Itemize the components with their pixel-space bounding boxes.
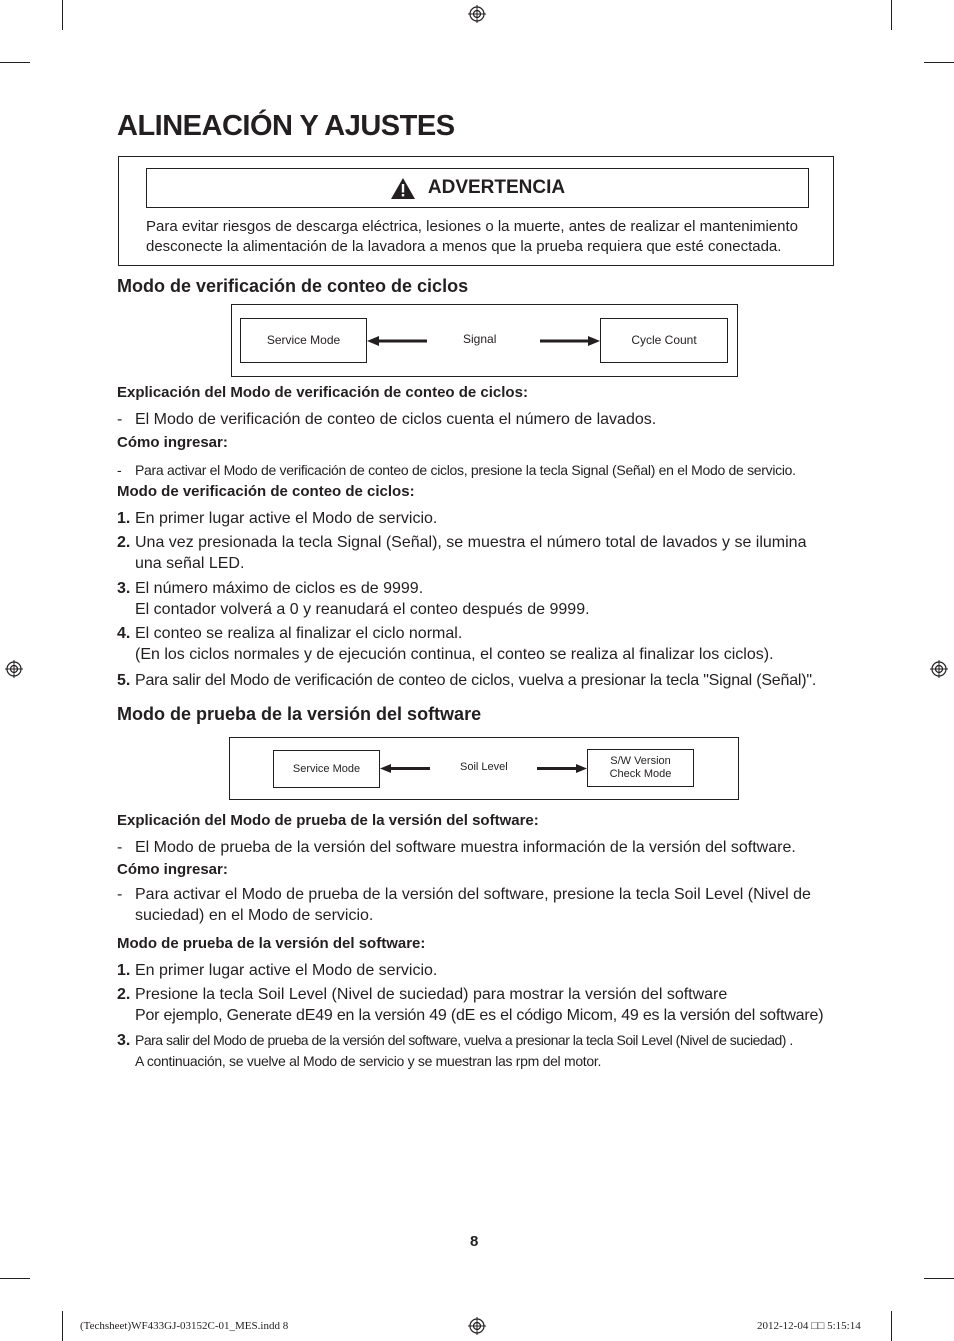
list-item bbox=[117, 884, 837, 926]
step-line: El contador volverá a 0 y reanudará el conteo después de 9999. bbox=[135, 601, 590, 618]
dash-bullet: - bbox=[117, 411, 123, 428]
arrow-left-icon bbox=[380, 762, 430, 775]
step-item bbox=[117, 623, 837, 665]
step-line: En primer lugar active el Modo de servicio. bbox=[135, 510, 438, 527]
step-item bbox=[117, 670, 837, 691]
crop-mark bbox=[0, 62, 30, 63]
step-number: 1. bbox=[117, 962, 131, 979]
signal-diagram bbox=[231, 304, 738, 377]
diagram-label-signal: Signal bbox=[463, 332, 497, 346]
step-line: En primer lugar active el Modo de servicio. bbox=[135, 962, 438, 979]
crop-mark bbox=[891, 0, 892, 30]
step-number: 2. bbox=[117, 986, 131, 1003]
diagram-box-cycle-count: Cycle Count bbox=[600, 318, 728, 363]
step-item bbox=[117, 508, 837, 529]
dash-bullet: - bbox=[117, 462, 122, 478]
footer-timestamp: 2012-12-04 □□ 5:15:14 bbox=[757, 1320, 861, 1332]
dash-bullet: - bbox=[117, 886, 123, 903]
step-line: Presione la tecla Soil Level (Nivel de suciedad) para mostrar la versión del software bbox=[135, 986, 728, 1003]
step-item bbox=[117, 578, 837, 620]
step-item bbox=[117, 984, 837, 1026]
steps-heading: Modo de verificación de conteo de ciclos: bbox=[117, 483, 415, 500]
explain-text: El Modo de prueba de la versión del software muestra información de la versión del software. bbox=[135, 839, 796, 856]
list-item bbox=[117, 460, 837, 481]
dash-bullet: - bbox=[117, 839, 123, 856]
step-line: Por ejemplo, Generate dE49 en la versión 49 (dE es el código Micom, 49 es la versión del software) bbox=[135, 1007, 824, 1024]
soil-level-diagram bbox=[229, 737, 739, 800]
warning-triangle-icon bbox=[390, 177, 416, 200]
warning-heading: ADVERTENCIA bbox=[427, 177, 566, 198]
crop-mark bbox=[924, 1278, 954, 1279]
step-line: una señal LED. bbox=[135, 555, 245, 572]
step-number: 1. bbox=[117, 510, 131, 527]
crop-mark bbox=[924, 62, 954, 63]
howto-line: suciedad) en el Modo de servicio. bbox=[135, 907, 374, 924]
step-number: 3. bbox=[117, 580, 131, 597]
explain-text: El Modo de verificación de conteo de ciclos cuenta el número de lavados. bbox=[135, 411, 657, 428]
howto-text: Para activar el Modo de verificación de conteo de ciclos, presione la tecla Signal (Señal) en el Modo de servicio. bbox=[135, 462, 796, 478]
registration-mark-icon bbox=[468, 1317, 486, 1335]
crop-mark bbox=[62, 0, 63, 30]
warning-box bbox=[118, 156, 834, 266]
list-item bbox=[117, 837, 837, 858]
step-number: 4. bbox=[117, 625, 131, 642]
explain-heading: Explicación del Modo de verificación de conteo de ciclos: bbox=[117, 384, 528, 401]
step-item bbox=[117, 532, 837, 574]
steps-heading: Modo de prueba de la versión del software: bbox=[117, 935, 426, 952]
step-number: 3. bbox=[117, 1032, 131, 1049]
step-number: 2. bbox=[117, 534, 131, 551]
footer-filename: (Techsheet)WF433GJ-03152C-01_MES.indd 8 bbox=[80, 1320, 289, 1332]
diagram-label-soil-level: Soil Level bbox=[460, 761, 508, 773]
section-heading: Modo de prueba de la versión del software bbox=[117, 704, 482, 724]
section-heading: Modo de verificación de conteo de ciclos bbox=[117, 276, 469, 296]
warning-text: Para evitar riesgos de descarga eléctrica, lesiones o la muerte, antes de realizar el mantenimiento desconecte la alimentación de la lavadora a menos que la prueba requiera que esté conectada. bbox=[146, 218, 799, 255]
howto-heading: Cómo ingresar: bbox=[117, 861, 228, 878]
step-line: A continuación, se vuelve al Modo de servicio y se muestran las rpm del motor. bbox=[135, 1053, 602, 1069]
crop-mark bbox=[62, 1311, 63, 1341]
diagram-box-service-mode: Service Mode bbox=[240, 318, 367, 363]
howto-line: Para activar el Modo de prueba de la versión del software, presione la tecla Soil Level (Nivel de bbox=[135, 886, 811, 903]
diagram-box-service-mode: Service Mode bbox=[273, 750, 380, 788]
step-line: El conteo se realiza al finalizar el ciclo normal. bbox=[135, 625, 463, 642]
step-number: 5. bbox=[117, 672, 131, 689]
list-item bbox=[117, 409, 837, 430]
step-line: El número máximo de ciclos es de 9999. bbox=[135, 580, 424, 597]
step-line: Una vez presionada la tecla Signal (Señal), se muestra el número total de lavados y se ilumina bbox=[135, 534, 807, 551]
crop-mark bbox=[891, 1311, 892, 1341]
registration-mark-icon bbox=[930, 660, 948, 678]
step-line: (En los ciclos normales y de ejecución continua, el conteo se realiza al finalizar los ciclos). bbox=[135, 646, 774, 663]
page-number: 8 bbox=[470, 1233, 479, 1250]
howto-heading: Cómo ingresar: bbox=[117, 434, 228, 451]
step-item bbox=[117, 1030, 837, 1072]
registration-mark-icon bbox=[5, 660, 23, 678]
page-title: ALINEACIÓN Y AJUSTES bbox=[117, 110, 455, 142]
diagram-box-sw-version-check: S/W Version Check Mode bbox=[587, 749, 694, 787]
warning-header bbox=[146, 168, 809, 208]
step-item bbox=[117, 960, 837, 981]
arrow-right-icon bbox=[537, 762, 587, 775]
arrow-left-icon bbox=[367, 334, 427, 348]
explain-heading: Explicación del Modo de prueba de la versión del software: bbox=[117, 812, 539, 829]
step-line: Para salir del Modo de prueba de la versión del software, vuelva a presionar la tecla Soil Level (Nivel de suciedad) . bbox=[135, 1032, 793, 1048]
registration-mark-icon bbox=[468, 5, 486, 23]
arrow-right-icon bbox=[540, 334, 600, 348]
step-line: Para salir del Modo de verificación de conteo de ciclos, vuelva a presionar la tecla "Signal (Señal)". bbox=[135, 672, 817, 689]
crop-mark bbox=[0, 1278, 30, 1279]
